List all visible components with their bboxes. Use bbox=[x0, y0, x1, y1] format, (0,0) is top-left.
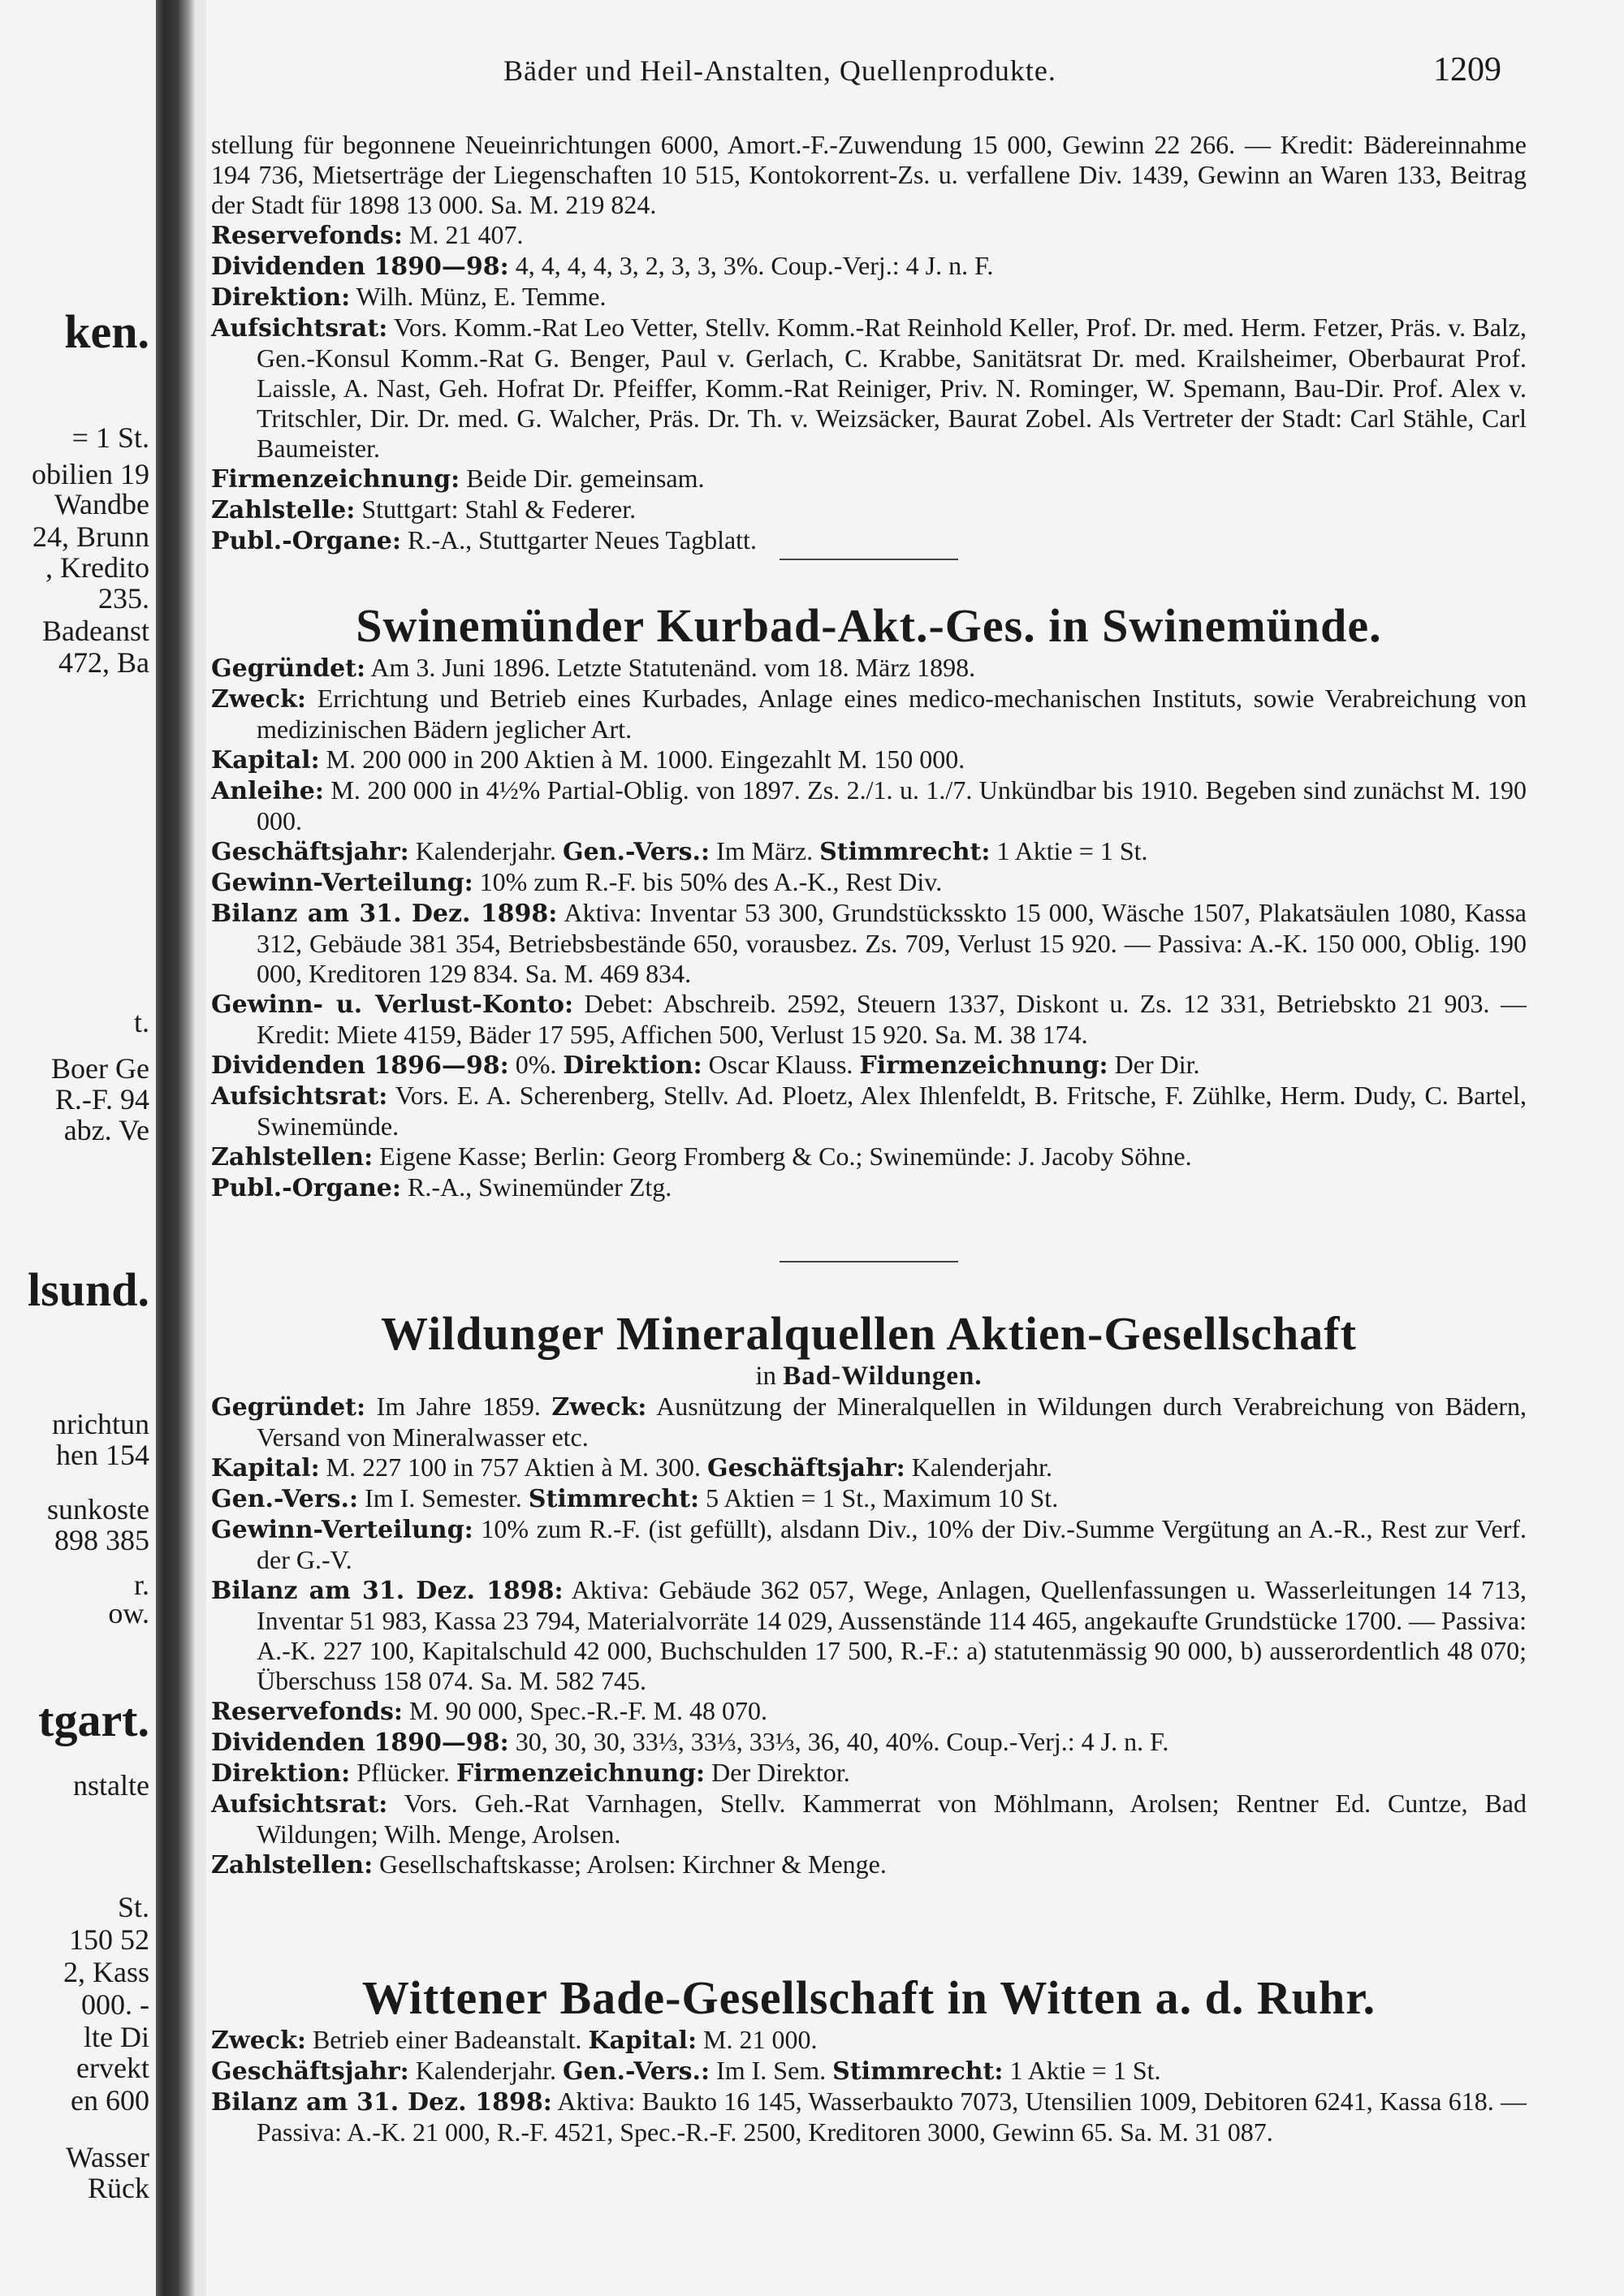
field-label: Zweck: bbox=[211, 685, 306, 714]
left-page-fragment: nstalte bbox=[73, 1769, 149, 1802]
field-label: Zweck: bbox=[211, 2026, 306, 2055]
book-binding-gutter bbox=[156, 0, 195, 2296]
field-value: 1 Aktie = 1 St. bbox=[996, 836, 1148, 865]
entry-field bbox=[211, 251, 1527, 282]
field-value: R.-A., Stuttgarter Neues Tagblatt. bbox=[407, 525, 757, 555]
field-label: Gewinn-Verteilung: bbox=[211, 869, 473, 897]
field-value: Aktiva: Gebäude 362 057, Wege, Anlagen, Quellenfassungen u. Wasserleitungen 14 713, Inventar 51 983, Kassa 23 794, Materialvorräte 14 029, Aussenstände 114 465, angekaufte Grundstücke 1700. — Passiva: A.-K. 227 100, Kapitalschuld 42 000, Buchschulden 17 500, R.-F.: a) statutenmässig 90 000, b) ausserordentlich 48 070; Überschuss 158 074. Sa. M. 582 745. bbox=[257, 1575, 1527, 1695]
entry-field bbox=[211, 1514, 1527, 1575]
field-label: Direktion: bbox=[211, 1759, 351, 1788]
field-label: Firmenzeichnung: bbox=[456, 1759, 706, 1788]
entry-title: Swinemünder Kurbad-Akt.-Ges. in Swinemünde. bbox=[356, 599, 1382, 652]
entry-field bbox=[211, 1081, 1527, 1142]
left-page-fragment: 2, Kass bbox=[63, 1956, 149, 1988]
field-value: Ausnützung der Mineralquellen in Wildungen durch Verabreichung von Bädern, Versand von Mineralwasser etc. bbox=[257, 1392, 1527, 1452]
field-value: Im Jahre 1859. bbox=[376, 1392, 541, 1421]
subtitle-prefix: in bbox=[755, 1362, 776, 1391]
field-value: Im März. bbox=[716, 836, 814, 865]
field-value: Im I. Sem. bbox=[716, 2056, 827, 2085]
field-label: Reservefonds: bbox=[211, 1698, 403, 1726]
field-value: Im I. Semester. bbox=[365, 1483, 522, 1513]
entry-field bbox=[211, 525, 1527, 556]
left-page-fragment: Badeanst bbox=[42, 615, 149, 647]
entry-field bbox=[211, 1483, 1527, 1514]
entry-witten bbox=[211, 1971, 1527, 2147]
left-page-fragment: hen 154 bbox=[56, 1439, 149, 1471]
left-page-fragment: 24, Brunn bbox=[32, 520, 149, 553]
left-page-fragment: sunkoste bbox=[47, 1493, 149, 1526]
field-value: 30, 30, 30, 33⅓, 33⅓, 33⅓, 36, 40, 40%. Coup.-Verj.: 4 J. n. F. bbox=[515, 1727, 1169, 1756]
section-divider bbox=[211, 559, 1527, 560]
field-value: M. 200 000 in 200 Aktien à M. 1000. Eingezahlt M. 150 000. bbox=[326, 744, 965, 774]
entry-field bbox=[211, 1142, 1527, 1172]
left-page-fragment: lsund. bbox=[28, 1263, 149, 1316]
field-label: Gegründet: bbox=[211, 1393, 366, 1422]
field-label: Dividenden 1890—98: bbox=[211, 1728, 509, 1757]
entry-field bbox=[211, 1696, 1527, 1727]
entry-swinemuende bbox=[211, 599, 1527, 1203]
entry-field bbox=[211, 744, 1527, 775]
left-page-fragment: ken. bbox=[64, 305, 149, 358]
field-value: Der Dir. bbox=[1114, 1050, 1200, 1079]
entry-field bbox=[211, 1050, 1527, 1081]
entry-field bbox=[211, 464, 1527, 494]
field-label: Gen.-Vers.: bbox=[563, 2057, 710, 2086]
entry-field bbox=[211, 1727, 1527, 1758]
left-page-margin bbox=[0, 0, 154, 2296]
left-page-fragment: nrichtun bbox=[52, 1408, 149, 1440]
field-label: Stimmrecht: bbox=[832, 2057, 1004, 2086]
section-divider bbox=[211, 1261, 1527, 1262]
left-page-fragment: Wandbe bbox=[54, 488, 149, 520]
field-value: M. 21 000. bbox=[703, 2025, 818, 2054]
entry-field bbox=[211, 494, 1527, 525]
running-head: Bäder und Heil-Anstalten, Quellenprodukte. bbox=[503, 54, 1056, 87]
left-page-fragment: r. bbox=[133, 1569, 149, 1601]
field-label: Stimmrecht: bbox=[819, 838, 991, 866]
field-label: Kapital: bbox=[211, 1454, 320, 1482]
entry-field bbox=[211, 989, 1527, 1050]
field-value: M. 21 407. bbox=[409, 220, 524, 249]
field-label: Firmenzeichnung: bbox=[211, 465, 460, 494]
field-label: Aufsichtsrat: bbox=[211, 1082, 388, 1111]
continuation-text bbox=[211, 130, 1527, 220]
entry-title: Wildunger Mineralquellen Aktien-Gesellschaft bbox=[381, 1307, 1357, 1360]
field-label: Zahlstellen: bbox=[211, 1851, 374, 1880]
left-page-fragment: 235. bbox=[98, 582, 149, 615]
field-label: Gewinn- u. Verlust-Konto: bbox=[211, 990, 574, 1019]
field-value: Kalenderjahr. bbox=[911, 1452, 1052, 1482]
field-value: Am 3. Juni 1896. Letzte Statutenänd. vom 18. März 1898. bbox=[370, 653, 976, 682]
field-label: Gen.-Vers.: bbox=[563, 838, 710, 866]
field-label: Stimmrecht: bbox=[528, 1485, 700, 1513]
field-label: Firmenzeichnung: bbox=[859, 1051, 1108, 1080]
field-value: M. 227 100 in 757 Aktien à M. 300. bbox=[326, 1452, 701, 1482]
field-label: Kapital: bbox=[211, 746, 320, 775]
left-page-fragment: t. bbox=[133, 1006, 149, 1038]
field-label: Geschäftsjahr: bbox=[211, 838, 409, 866]
entry-field bbox=[211, 775, 1527, 836]
entry-field bbox=[211, 867, 1527, 898]
field-value: Eigene Kasse; Berlin: Georg Fromberg & Co.; Swinemünde: J. Jacoby Söhne. bbox=[379, 1142, 1192, 1171]
field-label: Kapital: bbox=[588, 2026, 698, 2055]
entry-field bbox=[211, 898, 1527, 989]
left-page-fragment: abz. Ve bbox=[63, 1114, 149, 1146]
entry-field bbox=[211, 653, 1527, 684]
entry-wildungen bbox=[211, 1307, 1527, 1880]
field-label: Direktion: bbox=[563, 1051, 702, 1080]
field-value: Aktiva: Baukto 16 145, Wasserbaukto 7073, Utensilien 1009, Debitoren 6241, Kassa 618. — Passiva: A.-K. 21 000, R.-F. 4521, Spec.-R.-F. 2500, Kreditoren 3000, Gewinn 65. Sa. M. 31 087. bbox=[257, 2087, 1527, 2147]
field-label: Geschäftsjahr: bbox=[211, 2057, 409, 2086]
field-label: Zweck: bbox=[551, 1393, 647, 1422]
left-page-fragment: R.-F. 94 bbox=[54, 1083, 149, 1116]
field-value: Stuttgart: Stahl & Federer. bbox=[361, 494, 637, 524]
field-value: Vors. Geh.-Rat Varnhagen, Stellv. Kammerrat von Möhlmann, Arolsen; Rentner Ed. Cuntze, Bad Wildungen; Wilh. Menge, Arolsen. bbox=[257, 1789, 1527, 1849]
field-value: Errichtung und Betrieb eines Kurbades, Anlage eines medico-mechanischen Instituts, sowie Verabreichung von medizinischen Bädern jeglicher Art. bbox=[257, 684, 1527, 744]
entry-field bbox=[211, 1392, 1527, 1452]
field-label: Publ.-Organe: bbox=[211, 1174, 401, 1202]
field-label: Dividenden 1890—98: bbox=[211, 252, 509, 281]
field-value: Gesellschaftskasse; Arolsen: Kirchner & Menge. bbox=[379, 1849, 887, 1879]
field-label: Anleihe: bbox=[211, 777, 324, 805]
left-page-fragment: Boer Ge bbox=[51, 1052, 149, 1085]
entry-field bbox=[211, 836, 1527, 867]
left-page-fragment: = 1 St. bbox=[71, 421, 149, 454]
field-label: Bilanz am 31. Dez. 1898: bbox=[211, 2088, 552, 2117]
continuation-paragraph: stellung für begonnene Neueinrichtungen 6000, Amort.-F.-Zuwendung 15 000, Gewinn 22 266. — Kredit: Bädereinnahme 194 736, Mietserträge der Liegenschaften 10 515, Kontokorrent-Zs. u. verfallene Div. 1439, Gewinn an Waren 133, Beitrag der Stadt für 1898 13 000. Sa. M. 219 824. bbox=[211, 130, 1527, 219]
field-label: Zahlstelle: bbox=[211, 496, 356, 524]
field-value: 10% zum R.-F. bis 50% des A.-K., Rest Div. bbox=[479, 867, 943, 896]
page-number: 1209 bbox=[1433, 51, 1501, 88]
field-value: Kalenderjahr. bbox=[415, 2056, 556, 2085]
field-label: Bilanz am 31. Dez. 1898: bbox=[211, 1577, 564, 1605]
field-value: Vors. Komm.-Rat Leo Vetter, Stellv. Komm.-Rat Reinhold Keller, Prof. Dr. med. Herm. Fetzer, Präs. v. Balz, Gen.-Konsul Komm.-Rat G. Benger, Paul v. Gerlach, C. Krabbe, Sanitätsrat Dr. med. Krailsheimer, Oberbaurat Prof. Laissle, A. Nast, Geh. Hofrat Dr. Pfeiffer, Komm.-Rat Reiniger, Priv. N. Rominger, W. Spemann, Bau-Dir. Prof. Alex v. Tritschler, Dir. Dr. med. G. Walcher, Präs. Dr. Th. v. Weizsäcker, Baurat Zobel. Als Vertreter der Stadt: Carl Stähle, Carl Baumeister. bbox=[257, 313, 1527, 463]
left-page-fragment: Rück bbox=[88, 2172, 149, 2204]
entry-field bbox=[211, 1758, 1527, 1789]
field-value: R.-A., Swinemünder Ztg. bbox=[407, 1172, 672, 1202]
entry-fields bbox=[211, 1392, 1527, 1880]
page-edge bbox=[195, 0, 206, 2296]
entry-fields bbox=[211, 2025, 1527, 2147]
field-value: Der Direktor. bbox=[711, 1758, 850, 1787]
field-label: Gewinn-Verteilung: bbox=[211, 1516, 473, 1544]
field-label: Direktion: bbox=[211, 283, 351, 312]
entry-title: Wittener Bade-Gesellschaft in Witten a. d. Ruhr. bbox=[361, 1971, 1376, 2024]
left-page-fragment: Wasser bbox=[65, 2141, 149, 2173]
entry-fields bbox=[211, 653, 1527, 1203]
field-value: 5 Aktien = 1 St., Maximum 10 St. bbox=[706, 1483, 1059, 1513]
field-value: Kalenderjahr. bbox=[415, 836, 556, 865]
entry-field bbox=[211, 282, 1527, 313]
left-page-fragment: 898 385 bbox=[54, 1524, 149, 1556]
field-label: Bilanz am 31. Dez. 1898: bbox=[211, 900, 558, 928]
field-value: Aktiva: Inventar 53 300, Grundstücksskto 15 000, Wäsche 1507, Plakatsäulen 1080, Kassa 312, Gebäude 381 354, Betriebsbestände 650, vorausbez. Zs. 709, Verlust 15 920. — Passiva: A.-K. 150 000, Oblig. 190 000, Kreditoren 129 834. Sa. M. 469 834. bbox=[257, 898, 1527, 988]
field-value: 0%. bbox=[515, 1050, 557, 1079]
entry-field bbox=[211, 2087, 1527, 2147]
entry-field bbox=[211, 1789, 1527, 1849]
field-value: Pflücker. bbox=[356, 1758, 450, 1787]
entry-field bbox=[211, 313, 1527, 464]
field-label: Gen.-Vers.: bbox=[211, 1485, 359, 1513]
entry-field bbox=[211, 2025, 1527, 2056]
field-value: 1 Aktie = 1 St. bbox=[1009, 2056, 1161, 2085]
entry-field bbox=[211, 1172, 1527, 1203]
left-page-fragment: 150 52 bbox=[69, 1923, 149, 1956]
field-value: Betrieb einer Badeanstalt. bbox=[312, 2025, 582, 2054]
left-page-fragment: tgart. bbox=[38, 1694, 149, 1746]
left-page-fragment: 472, Ba bbox=[58, 646, 149, 679]
left-page-fragment: en 600 bbox=[71, 2084, 149, 2117]
field-label: Aufsichtsrat: bbox=[211, 314, 388, 343]
continuation-fields bbox=[211, 220, 1527, 556]
entry-field bbox=[211, 1849, 1527, 1880]
field-value: Wilh. Münz, E. Temme. bbox=[356, 282, 607, 311]
field-label: Dividenden 1896—98: bbox=[211, 1051, 509, 1080]
left-page-fragment: ow. bbox=[108, 1597, 149, 1629]
entry-field bbox=[211, 2056, 1527, 2087]
field-value: M. 200 000 in 4½% Partial-Oblig. von 1897. Zs. 2./1. u. 1./7. Unkündbar bis 1910. Begeben sind zunächst M. 190 000. bbox=[257, 775, 1527, 835]
field-label: Publ.-Organe: bbox=[211, 527, 401, 555]
field-label: Zahlstellen: bbox=[211, 1143, 374, 1172]
page bbox=[211, 0, 1527, 2296]
field-value: 10% zum R.-F. (ist gefüllt), alsdann Div., 10% der Div.-Summe Vergütung an A.-R., Rest zur Verf. der G.-V. bbox=[257, 1514, 1527, 1574]
entry-field bbox=[211, 220, 1527, 251]
left-page-fragment: , Kredito bbox=[45, 551, 149, 584]
subtitle-place: Bad-Wildungen. bbox=[783, 1362, 983, 1391]
field-label: Reservefonds: bbox=[211, 222, 403, 250]
field-value: Debet: Abschreib. 2592, Steuern 1337, Diskont u. Zs. 12 331, Betriebskto 21 903. — Kredit: Miete 4159, Bäder 17 595, Affichen 500, Verlust 15 920. Sa. M. 38 174. bbox=[257, 989, 1527, 1049]
field-value: Beide Dir. gemeinsam. bbox=[466, 464, 705, 493]
left-page-fragment: obilien 19 bbox=[32, 458, 149, 490]
field-value: 4, 4, 4, 4, 3, 2, 3, 3, 3%. Coup.-Verj.: 4 J. n. F. bbox=[515, 251, 994, 280]
field-label: Aufsichtsrat: bbox=[211, 1790, 388, 1819]
entry-field bbox=[211, 684, 1527, 744]
field-value: Vors. E. A. Scherenberg, Stellv. Ad. Ploetz, Alex Ihlenfeldt, B. Fritsche, F. Zühlke, Herm. Dudy, C. Bartel, Swinemünde. bbox=[257, 1081, 1527, 1141]
entry-field bbox=[211, 1452, 1527, 1483]
entry-subtitle bbox=[211, 1361, 1527, 1392]
continuation-block bbox=[211, 130, 1527, 556]
entry-field bbox=[211, 1575, 1527, 1696]
field-label: Geschäftsjahr: bbox=[706, 1454, 905, 1482]
left-page-fragment: lte Di bbox=[84, 2021, 149, 2053]
field-value: Oscar Klauss. bbox=[708, 1050, 853, 1079]
left-page-fragment: St. bbox=[117, 1891, 149, 1923]
left-page-fragment: 000. - bbox=[81, 1988, 149, 2021]
field-label: Gegründet: bbox=[211, 654, 366, 683]
left-page-fragment: ervekt bbox=[76, 2052, 149, 2084]
field-value: M. 90 000, Spec.-R.-F. M. 48 070. bbox=[409, 1696, 767, 1725]
